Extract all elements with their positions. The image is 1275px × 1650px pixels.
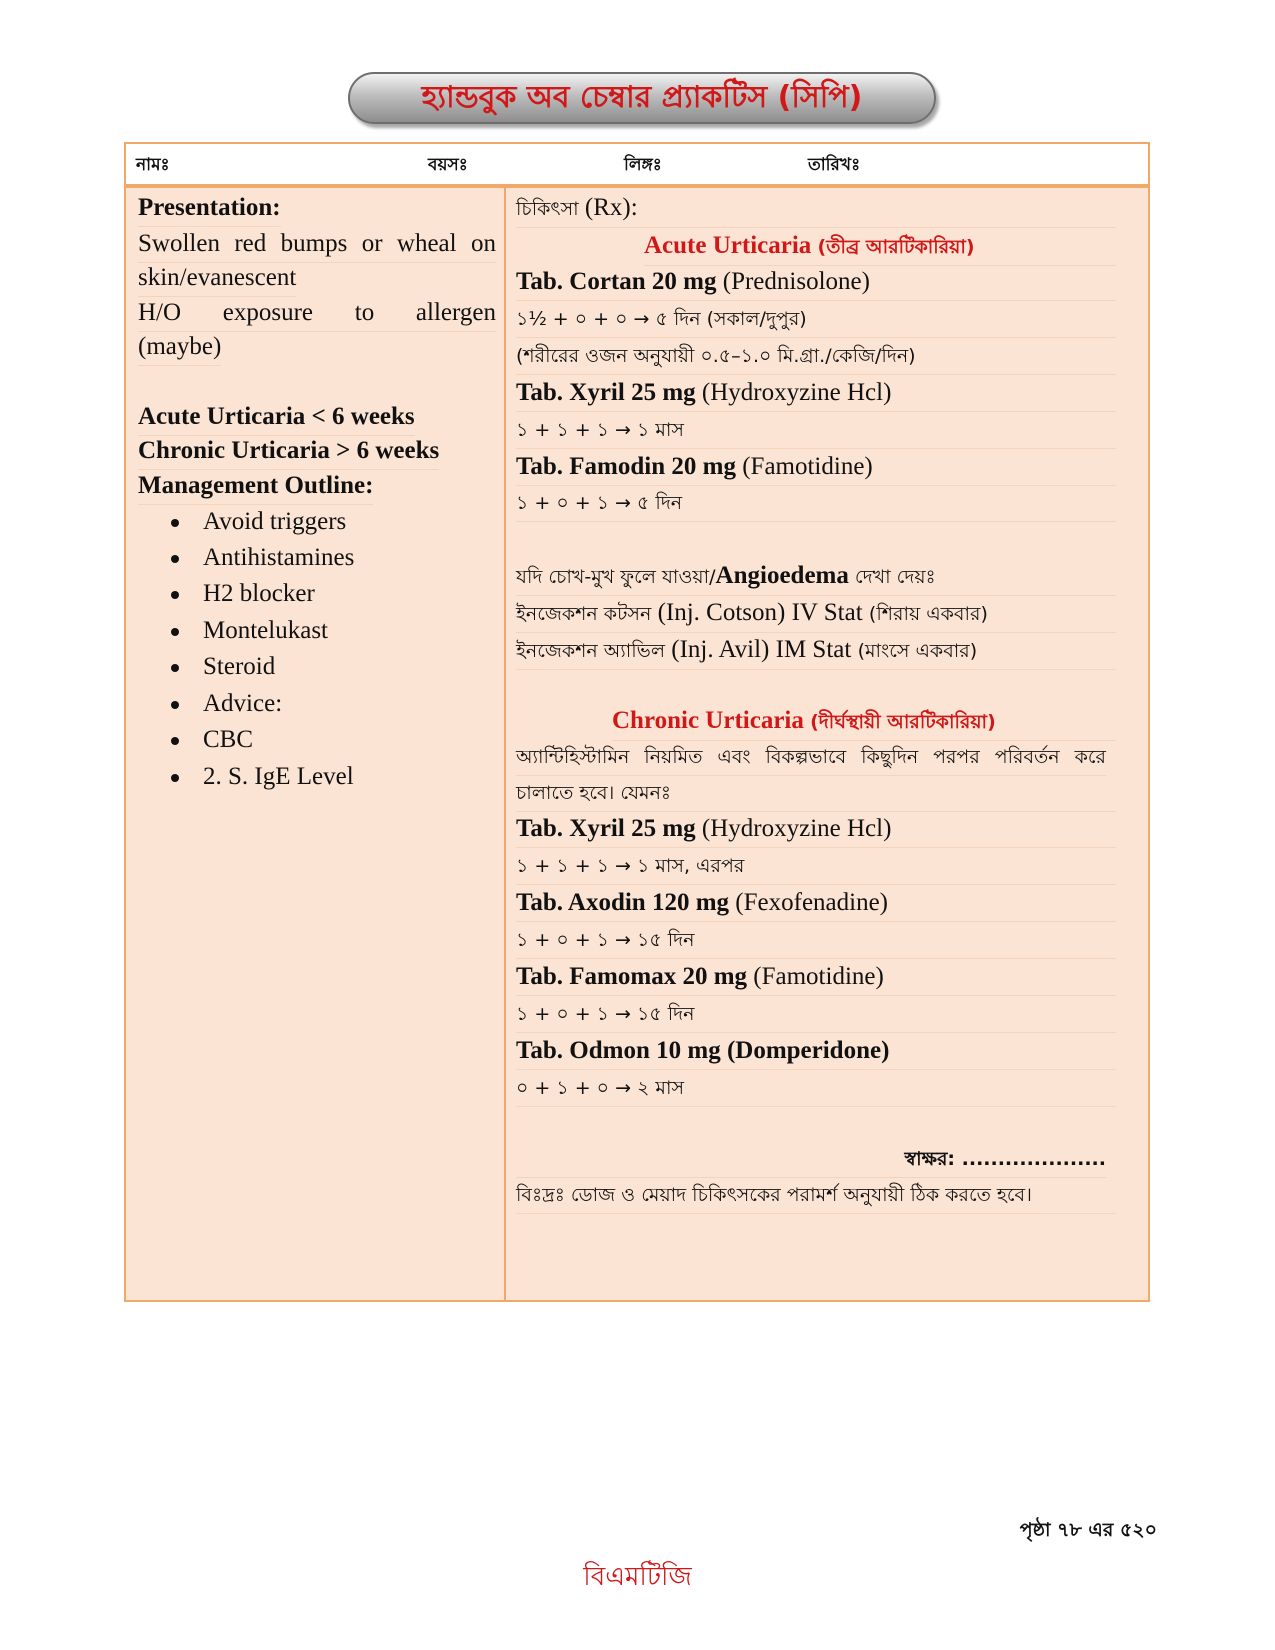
management-item: Avoid triggers: [171, 504, 346, 540]
injection-2: ইনজেকশন অ্যাভিল (Inj. Avil) IM Stat (মাংসে একবার): [516, 632, 1116, 670]
history-line-1: H/O exposure to allergen: [138, 295, 496, 332]
chronic-heading: Chronic Urticaria (দীর্ঘস্থায়ী আরটিকারিয়া): [612, 703, 1116, 741]
acute-drug-2: Tab. Xyril 25 mg (Hydroxyzine Hcl): [516, 375, 1116, 412]
sex-label: লিঙ্গঃ: [624, 155, 662, 175]
bullet-icon: [171, 664, 179, 672]
treatment-column: [506, 188, 1148, 1300]
chronic-dose-4: ০ + ১ + ০ → ২ মাস: [516, 1070, 1116, 1107]
chronic-drug-3: Tab. Famomax 20 mg (Famotidine): [516, 959, 1116, 996]
clinical-notes-column: [126, 188, 506, 1300]
injection-1: ইনজেকশন কটসন (Inj. Cotson) IV Stat (শিরায় একবার): [516, 595, 1116, 633]
chronic-definition: Chronic Urticaria > 6 weeks: [138, 433, 439, 470]
acute-dose-1: ১½ + ০ + ০ → ৫ দিন (সকাল/দুপুর): [516, 301, 1116, 338]
bullet-icon: [171, 628, 179, 636]
management-item: Steroid: [171, 649, 275, 685]
chronic-drug-4: Tab. Odmon 10 mg (Domperidone): [516, 1033, 1116, 1070]
acute-dose-3: ১ + ০ + ১ → ৫ দিন: [516, 485, 1116, 522]
management-item: Montelukast: [171, 613, 328, 649]
chronic-note-line-1: অ্যান্টিহিস্টামিন নিয়মিত এবং বিকল্পভাবে কিছুদিন পরপর পরিবর্তন করে: [516, 739, 1106, 776]
age-label: বয়সঃ: [428, 155, 468, 175]
presentation-line-2: skin/evanescent: [138, 260, 296, 297]
acute-drug-1: Tab. Cortan 20 mg (Prednisolone): [516, 264, 1116, 301]
management-item: CBC: [171, 722, 253, 758]
bullet-icon: [171, 591, 179, 599]
management-item: 2. S. IgE Level: [171, 759, 354, 795]
bullet-icon: [171, 737, 179, 745]
acute-dose-2: ১ + ১ + ১ → ১ মাস: [516, 412, 1116, 449]
chronic-note-line-2: চালাতে হবে। যেমনঃ: [516, 775, 1116, 812]
bullet-icon: [171, 774, 179, 782]
signature-line: স্বাক্ষর: ....................: [516, 1141, 1106, 1178]
date-label: তারিখঃ: [808, 155, 861, 175]
chronic-drug-1: Tab. Xyril 25 mg (Hydroxyzine Hcl): [516, 811, 1116, 848]
chronic-dose-1: ১ + ১ + ১ → ১ মাস, এরপর: [516, 848, 1116, 885]
management-item: H2 blocker: [171, 576, 315, 612]
angioedema-line: যদি চোখ-মুখ ফুলে যাওয়া/Angioedema দেখা দেয়ঃ: [516, 558, 1116, 596]
patient-info-row: [126, 144, 1148, 188]
bullet-icon: [171, 555, 179, 563]
chronic-drug-2: Tab. Axodin 120 mg (Fexofenadine): [516, 885, 1116, 922]
brand-footer: বিএমটিজি: [583, 1562, 692, 1592]
management-item: Advice:: [171, 686, 282, 722]
page-number: পৃষ্ঠা ৭৮ এর ৫২০: [1019, 1519, 1157, 1541]
management-item: Antihistamines: [171, 540, 354, 576]
document-title: হ্যান্ডবুক অব চেম্বার প্র্যাকটিস (সিপি): [421, 79, 863, 115]
title-banner: [348, 72, 936, 124]
bullet-icon: [171, 701, 179, 709]
acute-dose-1-note: (শরীরের ওজন অনুযায়ী ০.৫–১.০ মি.গ্রা./কেজি/দিন): [516, 338, 1116, 375]
bullet-icon: [171, 519, 179, 527]
name-label: নামঃ: [136, 155, 170, 175]
chronic-dose-2: ১ + ০ + ১ → ১৫ দিন: [516, 922, 1116, 959]
prescription-sheet: [124, 142, 1150, 1302]
history-line-2: (maybe): [138, 329, 221, 366]
acute-definition: Acute Urticaria < 6 weeks: [138, 399, 415, 436]
prescription-body: [126, 188, 1148, 1300]
rx-label: চিকিৎসা (Rx):: [516, 190, 1116, 228]
presentation-heading: Presentation:: [138, 190, 281, 227]
chronic-dose-3: ১ + ০ + ১ → ১৫ দিন: [516, 996, 1116, 1033]
management-heading: Management Outline:: [138, 468, 373, 505]
presentation-line-1: Swollen red bumps or wheal on: [138, 226, 496, 263]
footnote: বিঃদ্রঃ ডোজ ও মেয়াদ চিকিৎসকের পরামর্শ অনুযায়ী ঠিক করতে হবে।: [516, 1177, 1116, 1214]
acute-heading: Acute Urticaria (তীব্র আরটিকারিয়া): [644, 228, 1116, 266]
acute-drug-3: Tab. Famodin 20 mg (Famotidine): [516, 449, 1116, 486]
